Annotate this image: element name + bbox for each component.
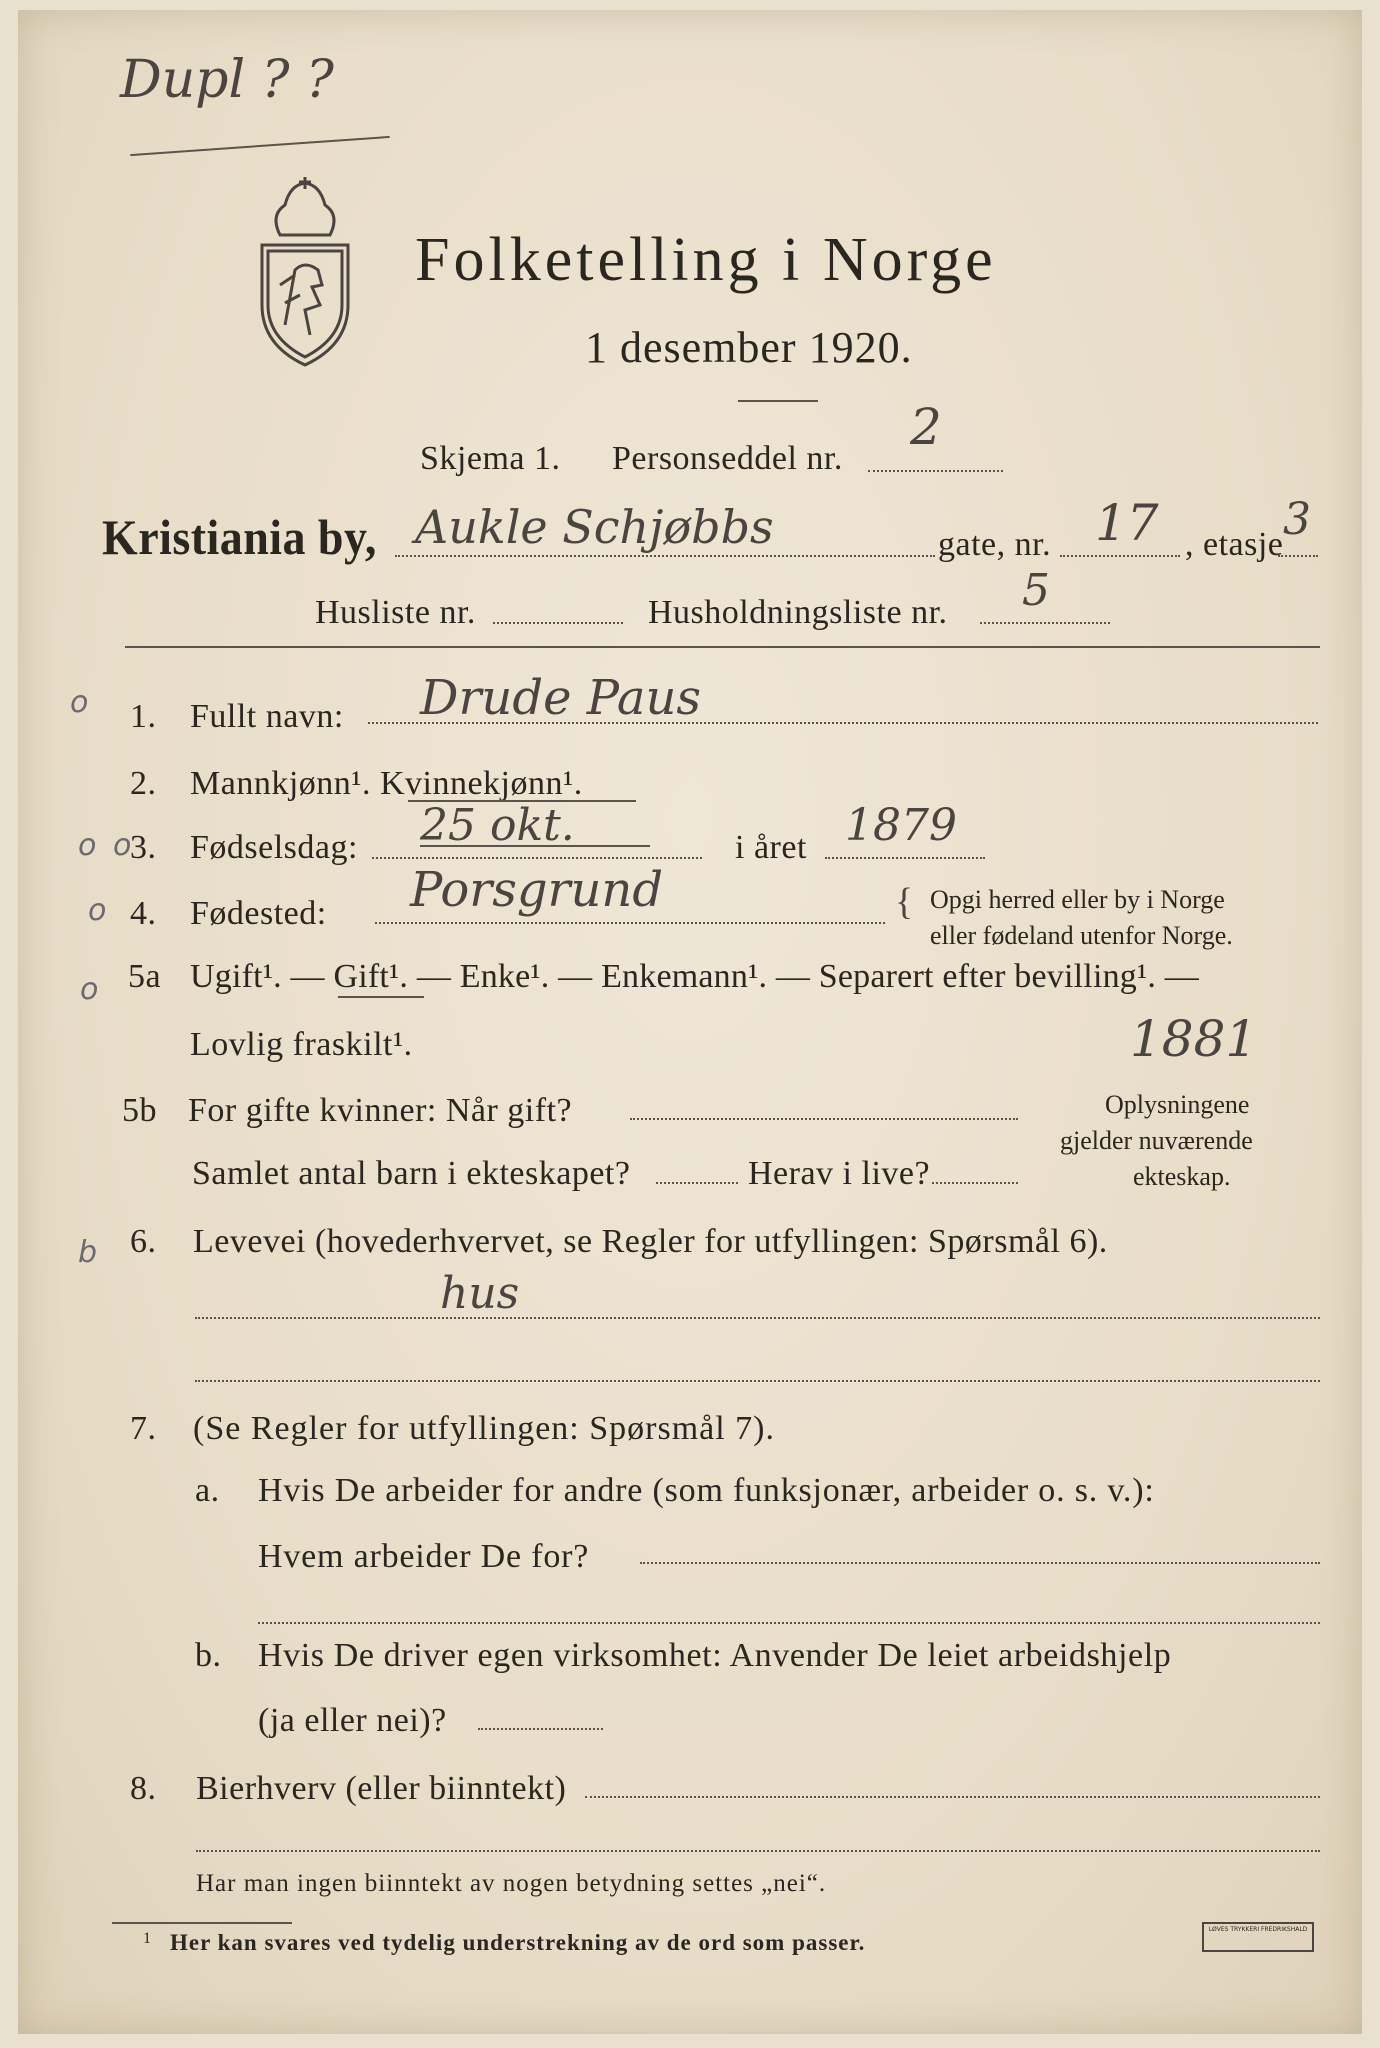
census-date: 1 desember 1920.: [585, 323, 913, 372]
street-dotted-line: [395, 555, 935, 557]
q7a-line2: Hvem arbeider De for?: [258, 1538, 590, 1575]
q6-occupation-value[interactable]: hus: [440, 1268, 520, 1319]
q6-number: 6.: [130, 1223, 157, 1260]
personseddel-label: Personseddel nr.: [612, 440, 843, 477]
q5b-dotted-line-3: [932, 1182, 1018, 1184]
q1-full-name-value[interactable]: Drude Paus: [420, 670, 702, 726]
printer-stamp: LØVES TRYKKERI FREDRIKSHALD: [1202, 1922, 1314, 1952]
schema-label: Skjema 1.: [420, 440, 561, 477]
q5a-marriage-year-value[interactable]: 1881: [1130, 1010, 1258, 1068]
husholdningsliste-label: Husholdningsliste nr.: [648, 594, 948, 631]
margin-mark: o: [70, 685, 89, 720]
margin-mark: o: [78, 828, 97, 863]
q8-dotted-line-2: [196, 1850, 1320, 1852]
section-separator: [125, 646, 1320, 648]
q8-note: Har man ingen biinntekt av nogen betydning settes „nei“.: [196, 1870, 827, 1897]
margin-mark: o: [80, 972, 99, 1007]
coat-of-arms-icon: [250, 175, 360, 370]
etasje-label: , etasje: [1185, 526, 1284, 563]
q5a-underline-gift: [338, 996, 424, 998]
q5b-note-line2: gjelder nuværende: [1060, 1126, 1253, 1155]
q1-label: Fullt navn:: [190, 698, 344, 735]
q3-year-value[interactable]: 1879: [845, 800, 957, 851]
q4-note-line1: Opgi herred eller by i Norge: [930, 885, 1225, 914]
q7a-dotted-line-1: [640, 1562, 1320, 1564]
q1-number: 1.: [130, 698, 157, 735]
q3-number: 3.: [130, 829, 157, 866]
q7b-line1: Hvis De driver egen virksomhet: Anvender De leiet arbeidshjelp: [258, 1637, 1172, 1674]
form-title: Folketelling i Norge: [415, 226, 997, 294]
q5b-line1: For gifte kvinner: Når gift?: [188, 1092, 573, 1129]
q5a-line2: Lovlig fraskilt¹.: [190, 1026, 413, 1063]
footnote-separator: [112, 1922, 292, 1924]
q4-birthplace-value[interactable]: Porsgrund: [410, 862, 664, 918]
q5b-dotted-line-2: [656, 1182, 738, 1184]
q6-label: Levevei (hovederhvervet, se Regler for utfyllingen: Spørsmål 6).: [193, 1223, 1108, 1260]
q3-handwritten-underline: [420, 845, 650, 847]
q3-year-dotted-line: [825, 857, 985, 859]
q5b-line2a: Samlet antal barn i ekteskapet?: [192, 1155, 631, 1192]
q8-number: 8.: [130, 1770, 157, 1807]
gate-nr-value[interactable]: 17: [1095, 494, 1159, 552]
q5b-dotted-line-1: [630, 1118, 1018, 1120]
margin-mark: o: [113, 828, 132, 863]
margin-mark: b: [78, 1235, 98, 1270]
q3-label: Fødselsdag:: [190, 829, 358, 866]
footnote-text: Her kan svares ved tydelig understrekning av de ord som passer.: [170, 1930, 866, 1955]
q8-dotted-line-1: [585, 1796, 1320, 1798]
q4-brace: {: [895, 881, 914, 923]
q7b-line2: (ja eller nei)?: [258, 1702, 447, 1739]
archive-annotation: Dupl ? ?: [120, 50, 334, 110]
title-divider: [738, 400, 818, 402]
personseddel-value[interactable]: 2: [910, 398, 942, 456]
q7a-letter: a.: [195, 1472, 220, 1509]
q7a-line1: Hvis De arbeider for andre (som funksjonær, arbeider o. s. v.):: [258, 1472, 1155, 1509]
q3-dotted-line: [372, 857, 702, 859]
q6-dotted-line-2: [195, 1380, 1320, 1382]
q5b-number: 5b: [122, 1092, 157, 1129]
q4-note-line2: eller fødeland utenfor Norge.: [930, 921, 1233, 950]
q5b-note-line1: Oplysningene: [1105, 1090, 1250, 1119]
husliste-dotted-line: [493, 622, 623, 624]
q5a-line1: Ugift¹. — Gift¹. — Enke¹. — Enkemann¹. — Separert efter bevilling¹. —: [190, 958, 1199, 995]
margin-mark: o: [88, 893, 107, 928]
q2-number: 2.: [130, 765, 157, 802]
gate-nr-label: gate, nr.: [938, 526, 1052, 563]
q4-number: 4.: [130, 895, 157, 932]
q7a-dotted-line-2: [258, 1622, 1320, 1624]
q7-number: 7.: [130, 1410, 157, 1447]
q8-label: Bierhverv (eller biinntekt): [196, 1770, 567, 1807]
city-label: Kristiania by,: [102, 509, 377, 565]
husholdningsliste-value[interactable]: 5: [1022, 565, 1050, 616]
q5a-number: 5a: [128, 958, 162, 995]
q7b-letter: b.: [195, 1637, 222, 1674]
q5b-line2b: Herav i live?: [748, 1155, 931, 1192]
q4-dotted-line: [375, 922, 885, 924]
q5b-note-line3: ekteskap.: [1133, 1162, 1231, 1191]
q2-label: Mannkjønn¹. Kvinnekjønn¹.: [190, 765, 583, 802]
street-value[interactable]: Aukle Schjøbbs: [415, 500, 774, 554]
footnote-mark: 1: [143, 1930, 151, 1947]
q4-label: Fødested:: [190, 895, 327, 932]
husholdningsliste-dotted-line: [980, 622, 1110, 624]
q3-year-label: i året: [735, 829, 807, 866]
etasje-value[interactable]: 3: [1283, 494, 1311, 545]
q7b-dotted-line: [478, 1728, 603, 1730]
husliste-label: Husliste nr.: [315, 594, 476, 631]
etasje-dotted-line: [1278, 555, 1318, 557]
personseddel-dotted-line: [868, 470, 1003, 472]
q6-dotted-line-1: [195, 1317, 1320, 1319]
q7-label: (Se Regler for utfyllingen: Spørsmål 7).: [193, 1410, 776, 1447]
gate-nr-dotted-line: [1060, 555, 1180, 557]
q3-birthday-value[interactable]: 25 okt.: [420, 800, 575, 851]
